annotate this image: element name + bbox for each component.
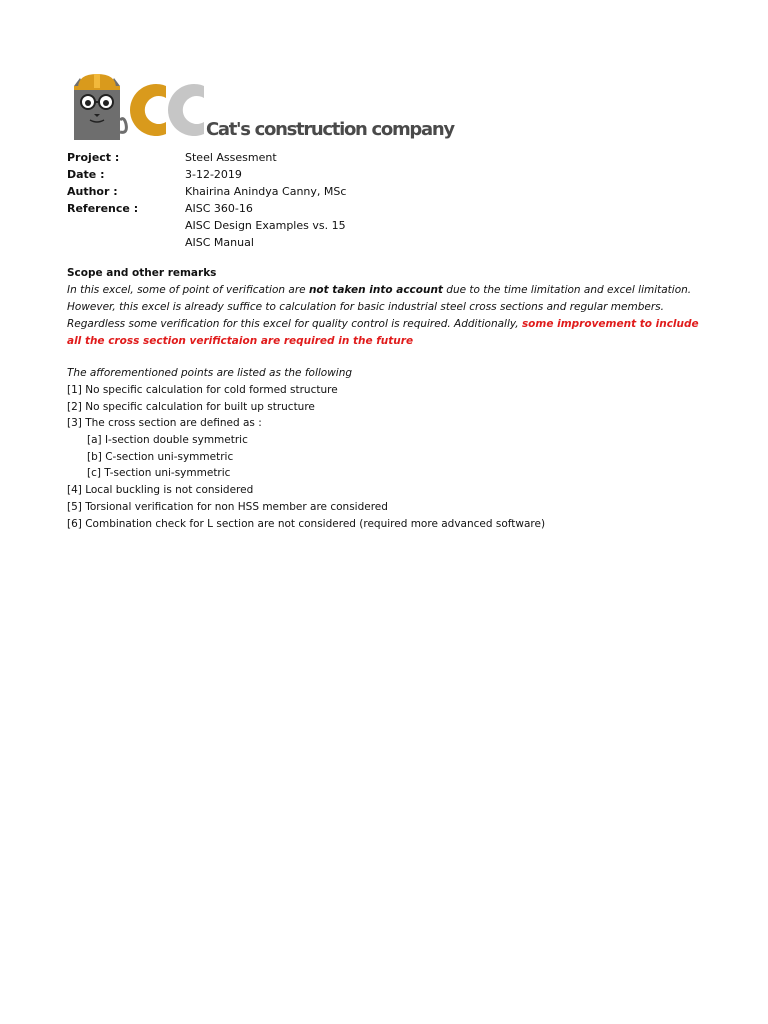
points-intro: The afforementioned points are listed as the following (67, 367, 353, 379)
scope-paragraph (67, 282, 707, 350)
meta-row-reference-2 (67, 217, 346, 234)
scope-text: due to the time limitation and excel limitation. (442, 284, 692, 296)
meta-row-author (67, 183, 346, 200)
meta-key: Reference : (67, 202, 139, 215)
list-item: [4] Local buckling is not considered (67, 484, 254, 497)
list-subitem: [a] I-section double symmetric (87, 434, 248, 447)
meta-row-reference (67, 200, 346, 217)
company-logo (70, 72, 470, 144)
meta-value: AISC 360-16 (185, 202, 253, 215)
meta-key (67, 234, 185, 251)
scope-text: Regardless some verification for this excel for quality control is required. Additionally, (67, 318, 522, 330)
list-item: [6] Combination check for L section are not considered (required more advanced software) (67, 517, 546, 530)
meta-key: Project : (67, 151, 120, 164)
list-item: [3] The cross section are defined as : (67, 417, 262, 430)
meta-value: AISC Manual (185, 236, 254, 249)
points-list (67, 365, 707, 532)
logo-graphic (70, 72, 210, 144)
meta-key: Author : (67, 185, 118, 198)
scope-warning: some improvement to include all the cross section verifictaion are required in the future (67, 318, 699, 347)
cc-monogram-icon (130, 84, 204, 136)
meta-row-project (67, 149, 346, 166)
company-name: Cat's construction company (206, 119, 454, 140)
meta-key (67, 217, 185, 234)
list-item: [5] Torsional verification for non HSS member are considered (67, 500, 388, 513)
scope-title: Scope and other remarks (67, 267, 217, 279)
scope-text: In this excel, some of point of verification are (67, 284, 309, 296)
list-item: [1] No specific calculation for cold formed structure (67, 384, 338, 396)
meta-row-reference-3 (67, 234, 346, 251)
meta-value: AISC Design Examples vs. 15 (185, 219, 346, 232)
meta-value: 3-12-2019 (185, 168, 242, 181)
project-meta-table (67, 149, 346, 251)
meta-key: Date : (67, 168, 105, 181)
meta-row-date (67, 166, 346, 183)
meta-value: Khairina Anindya Canny, MSc (185, 185, 347, 198)
scope-section (67, 265, 707, 350)
scope-emphasis: not taken into account (308, 284, 443, 296)
scope-text: However, this excel is already suffice to calculation for basic industrial steel cross sections and regular members. (67, 301, 664, 313)
list-subitem: [b] C-section uni-symmetric (87, 450, 234, 463)
meta-value: Steel Assesment (185, 151, 277, 164)
list-item: [2] No specific calculation for built up structure (67, 400, 315, 413)
list-subitem: [c] T-section uni-symmetric (87, 467, 231, 480)
hard-hat-icon (74, 74, 120, 90)
